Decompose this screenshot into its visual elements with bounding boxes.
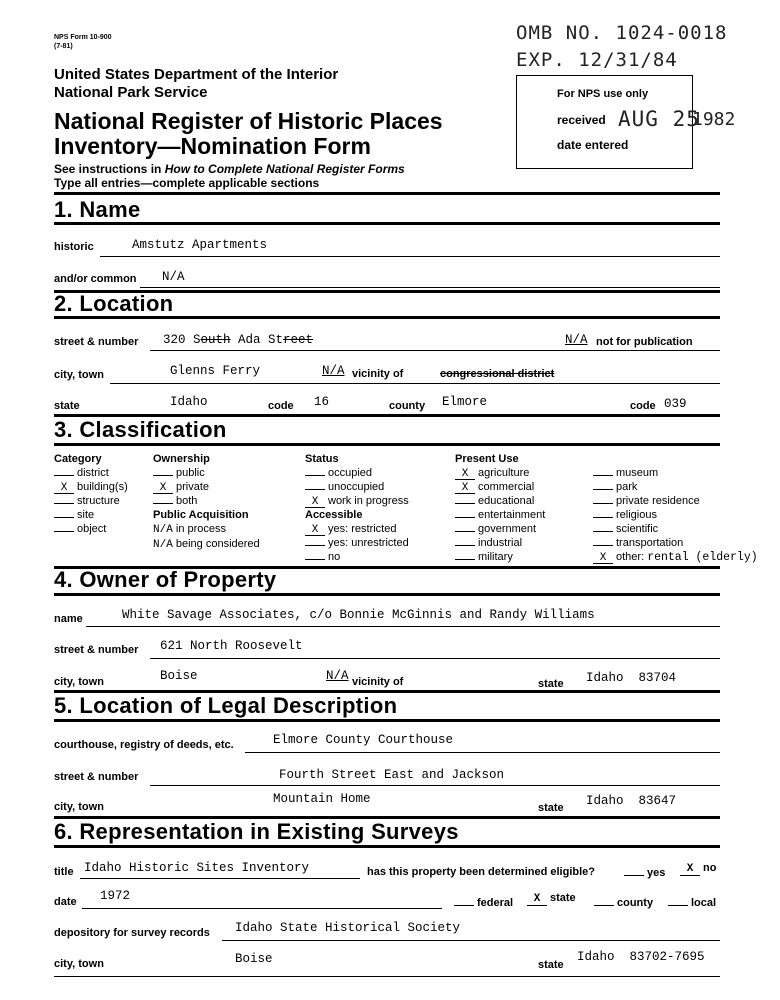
common-name-label: and/or common — [54, 273, 137, 285]
category-column — [54, 452, 128, 536]
owner-street-label: street & number — [54, 644, 139, 656]
status-column — [305, 452, 409, 564]
section5-underline — [54, 719, 720, 722]
common-line — [140, 287, 720, 288]
code-value[interactable]: 16 — [314, 395, 330, 409]
county-code-value[interactable]: 039 — [664, 397, 687, 411]
survey-city-value[interactable]: Boise — [235, 952, 273, 966]
use-military[interactable]: military — [455, 550, 545, 564]
legal-city-label: city, town — [54, 801, 104, 813]
status-unoccupied[interactable]: unoccupied — [305, 480, 409, 494]
survey-title-value[interactable]: Idaho Historic Sites Inventory — [84, 861, 310, 875]
section4-underline — [54, 593, 720, 596]
owner-city-value[interactable]: Boise — [160, 669, 198, 683]
use-other[interactable]: X other: rental (elderly) — [593, 550, 758, 565]
level-state[interactable]: X state — [527, 892, 576, 906]
survey-date-line — [82, 908, 442, 909]
form-revision: (7-81) — [54, 43, 73, 50]
depository-value[interactable]: Idaho State Historical Society — [235, 921, 461, 935]
courthouse-value[interactable]: Elmore County Courthouse — [273, 733, 454, 747]
category-object[interactable]: object — [54, 522, 128, 536]
state-value[interactable]: Idaho — [170, 395, 208, 409]
legal-street-line — [150, 785, 720, 786]
section1-underline — [54, 222, 720, 225]
section3-underline — [54, 443, 720, 446]
category-buildings[interactable]: X building(s) — [54, 480, 128, 494]
use-religious[interactable]: religious — [593, 508, 758, 522]
survey-title-label: title — [54, 866, 74, 878]
eligible-label: has this property been determined eligible? — [367, 866, 595, 878]
courthouse-label: courthouse, registry of deeds, etc. — [54, 739, 234, 751]
legal-street-label: street & number — [54, 771, 139, 783]
section4-heading: 4. Owner of Property — [54, 567, 277, 592]
department-name: United States Department of the Interior — [54, 66, 339, 83]
street-value[interactable]: 320 South Ada Street — [163, 333, 314, 347]
use-educational[interactable]: educational — [455, 494, 545, 508]
depository-line — [222, 940, 720, 941]
legal-street-value[interactable]: Fourth Street East and Jackson — [279, 768, 505, 782]
not-for-publication-label: not for publication — [596, 336, 693, 348]
present-use-heading: Present Use — [455, 453, 519, 465]
survey-city-label: city, town — [54, 958, 104, 970]
use-park[interactable]: park — [593, 480, 758, 494]
vicinity-value[interactable]: N/A — [322, 364, 345, 378]
section6-heading: 6. Representation in Existing Surveys — [54, 819, 459, 844]
city-line — [110, 383, 720, 384]
level-local[interactable]: local — [668, 896, 716, 909]
city-value[interactable]: Glenns Ferry — [170, 364, 261, 378]
ownership-public[interactable]: public — [153, 466, 260, 480]
owner-name-label: name — [54, 613, 83, 625]
common-name-value[interactable]: N/A — [162, 270, 185, 284]
omb-number: OMB NO. 1024-0018 — [516, 22, 728, 44]
owner-name-line — [86, 626, 720, 627]
use-other-value[interactable]: rental (elderly) — [647, 551, 758, 564]
present-use-column-2 — [593, 466, 758, 565]
status-heading: Status — [305, 453, 339, 465]
accessible-no[interactable]: no — [305, 550, 409, 564]
ownership-private[interactable]: X private — [153, 480, 260, 494]
use-scientific[interactable]: scientific — [593, 522, 758, 536]
owner-state-value[interactable]: Idaho 83704 — [586, 671, 677, 685]
owner-city-label: city, town — [54, 676, 104, 688]
section1-heading: 1. Name — [54, 197, 141, 222]
legal-city-value[interactable]: Mountain Home — [273, 792, 371, 806]
use-private-residence[interactable]: private residence — [593, 494, 758, 508]
historic-line — [100, 256, 720, 257]
survey-state-value[interactable]: Idaho 83702-7695 — [577, 950, 705, 964]
legal-state-value[interactable]: Idaho 83647 — [586, 794, 677, 808]
county-code-label: code — [630, 400, 656, 412]
instructions-line1: See instructions in How to Complete National Register Forms — [54, 162, 405, 176]
courthouse-line — [245, 752, 720, 753]
accessible-restricted[interactable]: X yes: restricted — [305, 522, 409, 536]
use-industrial[interactable]: industrial — [455, 536, 545, 550]
use-entertainment[interactable]: entertainment — [455, 508, 545, 522]
acquisition-in-process[interactable]: N/A in process — [153, 523, 227, 536]
owner-street-line — [150, 658, 720, 659]
use-museum[interactable]: museum — [593, 466, 758, 480]
service-name: National Park Service — [54, 84, 208, 101]
county-value[interactable]: Elmore — [442, 395, 488, 409]
instructions-line2: Type all entries—complete applicable sections — [54, 176, 320, 190]
public-acquisition-heading: Public Acquisition — [153, 509, 249, 521]
owner-street-value[interactable]: 621 North Roosevelt — [160, 639, 303, 653]
acquisition-being-considered[interactable]: N/A being considered — [153, 538, 260, 551]
state-label: state — [54, 400, 80, 412]
section3-heading: 3. Classification — [54, 417, 227, 442]
received-label: received — [557, 113, 606, 127]
use-government[interactable]: government — [455, 522, 545, 536]
survey-title-line — [80, 878, 360, 879]
form-number: NPS Form 10-900 — [54, 34, 112, 41]
street-label: street & number — [54, 336, 139, 348]
street-line — [150, 350, 720, 351]
ownership-heading: Ownership — [153, 453, 210, 465]
not-for-publication-value[interactable]: N/A — [565, 333, 588, 347]
depository-label: depository for survey records — [54, 927, 210, 939]
code-label: code — [268, 400, 294, 412]
section2-heading: 2. Location — [54, 291, 174, 316]
category-structure[interactable]: structure — [54, 494, 128, 508]
congressional-district-label: congressional district — [440, 368, 555, 380]
eligible-no[interactable]: X no — [680, 862, 716, 876]
form-title-line1: National Register of Historic Places — [54, 108, 443, 134]
city-label: city, town — [54, 369, 104, 381]
section1-rule — [54, 192, 720, 195]
survey-date-value[interactable]: 1972 — [100, 889, 131, 903]
section6-underline — [54, 845, 720, 848]
use-agriculture[interactable]: X agriculture — [455, 466, 545, 480]
survey-state-label: state — [538, 959, 564, 971]
received-year: 1982 — [692, 109, 736, 130]
expiration-date: EXP. 12/31/84 — [516, 49, 678, 71]
legal-state-label: state — [538, 802, 564, 814]
historic-value[interactable]: Amstutz Apartments — [132, 238, 268, 252]
received-stamp: AUG 25 — [618, 107, 700, 131]
use-transportation[interactable]: transportation — [593, 536, 758, 550]
survey-date-label: date — [54, 896, 77, 908]
historic-label: historic — [54, 241, 94, 253]
form-title-line2: Inventory—Nomination Form — [54, 133, 371, 159]
owner-name-value[interactable]: White Savage Associates, c/o Bonnie McGinnis and Randy Williams — [122, 608, 595, 622]
bottom-rule — [54, 976, 720, 977]
category-heading: Category — [54, 453, 102, 465]
category-site[interactable]: site — [54, 508, 128, 522]
present-use-column-1 — [455, 452, 545, 564]
use-commercial[interactable]: X commercial — [455, 480, 545, 494]
owner-state-label: state — [538, 678, 564, 690]
section5-heading: 5. Location of Legal Description — [54, 693, 398, 718]
county-label: county — [389, 400, 426, 412]
level-federal[interactable]: federal — [454, 896, 513, 909]
owner-vicinity-value[interactable]: N/A — [326, 669, 349, 683]
category-district[interactable]: district — [54, 466, 128, 480]
status-occupied[interactable]: occupied — [305, 466, 409, 480]
owner-vicinity-label: vicinity of — [352, 676, 404, 688]
level-county[interactable]: county — [594, 896, 653, 909]
accessible-heading: Accessible — [305, 509, 363, 521]
date-entered-label: date entered — [557, 138, 629, 152]
status-work-in-progress[interactable]: X work in progress — [305, 494, 409, 508]
vicinity-label: vicinity of — [352, 368, 404, 380]
accessible-unrestricted[interactable]: yes: unrestricted — [305, 536, 409, 550]
eligible-yes[interactable]: yes — [624, 866, 665, 879]
section2-underline — [54, 316, 720, 319]
nps-use-heading: For NPS use only — [557, 88, 649, 100]
ownership-column — [153, 452, 260, 552]
ownership-both[interactable]: both — [153, 494, 260, 508]
